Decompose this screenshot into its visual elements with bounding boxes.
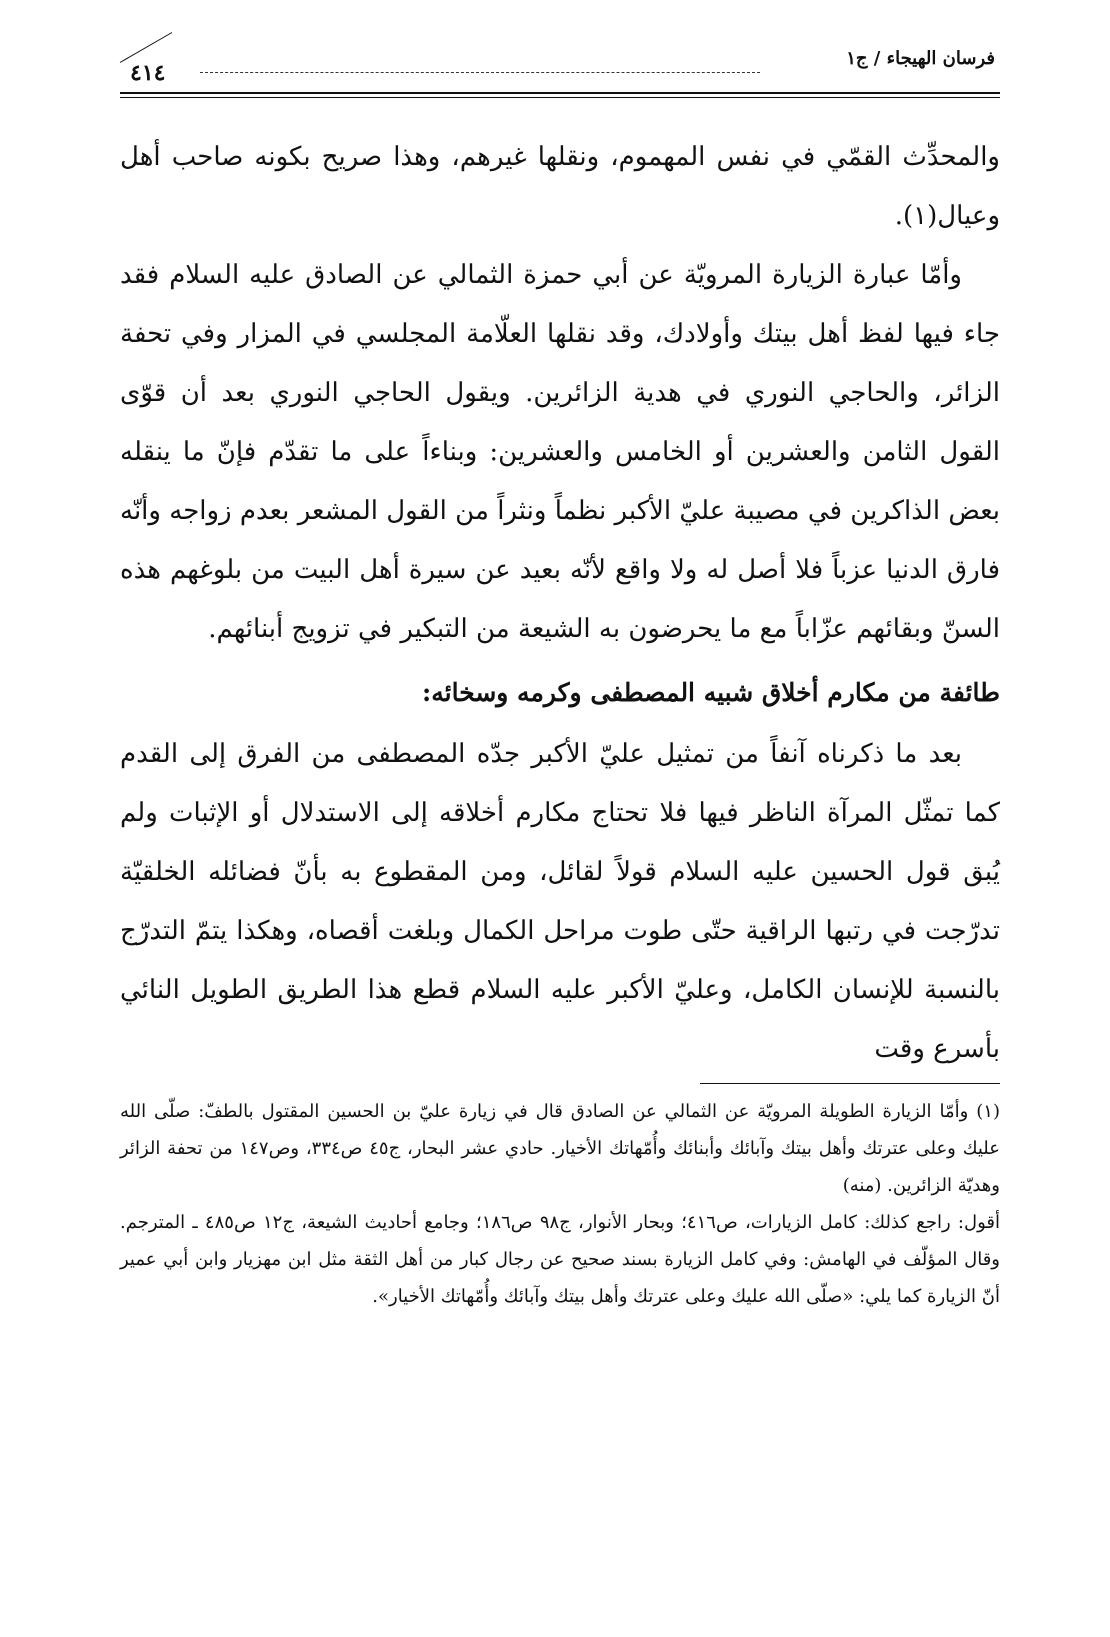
header-rule (120, 92, 1000, 94)
paragraph-3: بعد ما ذكرناه آنفاً من تمثيل عليّ الأكبر جدّه المصطفى من الفرق إلى القدم كما تمثّل المرآة الناظر فيها فلا تحتاج مكارم أخلاقه إلى الاستدلال أو الإثبات ولم يُبق قول الحسين عليه السلام قولاً لقائل، ومن المقطوع به بأنّ فضائله الخلقيّة تدرّجت في رتبها الراقية حتّى طوت مراحل الكمال وبلغت أقصاه، وهكذا يتمّ التدرّج بالنسبة للإنسان الكامل، وعليّ الأكبر عليه السلام قطع هذا الطريق الطويل النائي بأسرع وقت (120, 739, 1000, 1064)
section-heading: طائفة من مكارم أخلاق شبيه المصطفى وكرمه وسخائه: (421, 678, 1000, 707)
body-text (120, 128, 1000, 1079)
footnotes (120, 1093, 1000, 1315)
footnote-1: (١) وأمّا الزيارة الطويلة المرويّة عن الثمالي عن الصادق قال في زيارة عليّ بن الحسين المقتول بالطفّ: صلّى الله عليك وعلى عترتك وأهل بيتك وآبائك وأبنائك وأُمّهاتك الأخيار. حادي عشر البحار، ج٤٥ ص٣٣٤، وص١٤٧ من تحفة الزائر وهديّة الزائرين. (منه) (120, 1101, 1000, 1196)
running-title: فرسان الهيجاء / ج١ (846, 48, 995, 69)
header-rule-thin (120, 97, 1000, 98)
running-header (120, 40, 1000, 100)
footnote-translator-note: أقول: راجع كذلك: كامل الزيارات، ص٤١٦؛ وبحار الأنوار، ج٩٨ ص١٨٦؛ وجامع أحاديث الشيعة، ج١٢ ص٤٨٥ ـ المترجم. وقال المؤلّف في الهامش: وفي كامل الزيارة بسند صحيح عن رجال كبار من أهل الثقة مثل ابن مهزيار وابن أبي عمير أنّ الزيارة كما يلي: «صلّى الله عليك وعلى عترتك وأهل بيتك وآبائك وأُمّهاتك الأخيار». (120, 1212, 1000, 1307)
page-number: ٤١٤ (130, 60, 166, 86)
header-dashed-rule (200, 72, 760, 73)
paragraph-1: والمحدِّث القمّي في نفس المهموم، ونقلها غيرهم، وهذا صريح بكونه صاحب أهل وعيال(١). (120, 142, 1000, 231)
footnote-separator (700, 1083, 1000, 1084)
header-ornament (120, 32, 172, 63)
paragraph-2: وأمّا عبارة الزيارة المرويّة عن أبي حمزة الثمالي عن الصادق عليه السلام فقد جاء فيها لفظ أهل بيتك وأولادك، وقد نقلها العلّامة المجلسي في المزار وفي تحفة الزائر، والحاجي النوري في هدية الزائرين. ويقول الحاجي النوري بعد أن قوّى القول الثامن والعشرين أو الخامس والعشرين: وبناءاً على ما تقدّم فإنّ ما ينقله بعض الذاكرين في مصيبة عليّ الأكبر نظماً ونثراً من القول المشعر بعدم زواجه وأنّه فارق الدنيا عزباً فلا أصل له ولا واقع لأنّه بعيد عن سيرة أهل البيت من بلوغهم هذه السنّ وبقائهم عزّاباً مع ما يحرضون به الشيعة من التبكير في تزويج أبنائهم. (120, 260, 1000, 644)
